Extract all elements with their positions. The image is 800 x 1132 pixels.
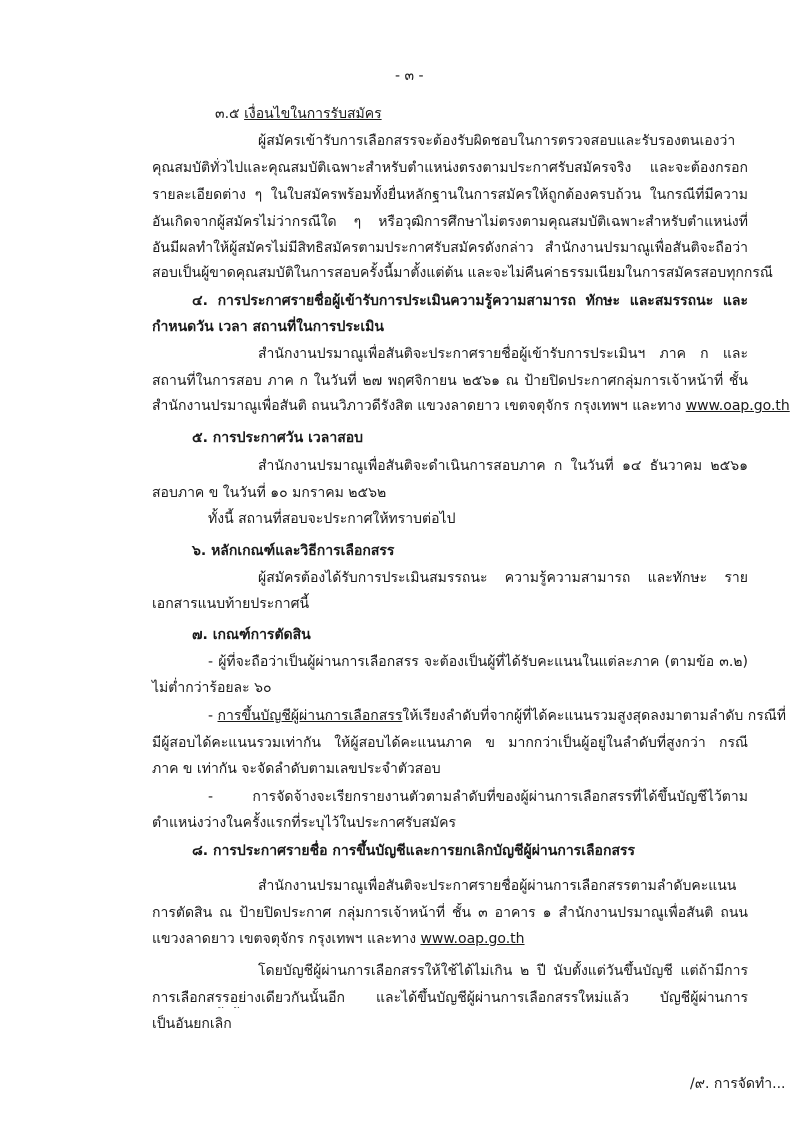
paragraph-line: เอกสารแนบท้ายประกาศนี้	[152, 596, 310, 612]
section-3-5-heading	[215, 104, 382, 124]
paragraph-line: - การจัดจ้างจะเรียกรายงานตัวตามลำดับที่ของผู้ผ่านการเลือกสรรที่ได้ขึ้นบัญชีไว้ตาม	[208, 789, 748, 805]
section-4-heading-cont: กำหนดวัน เวลา สถานที่ในการประเมิน	[152, 319, 384, 335]
paragraph-line: เป็นอันยกเลิก	[152, 1016, 232, 1032]
paragraph-line: ทั้งนี้ สถานที่สอบจะประกาศให้ทราบต่อไป	[208, 511, 456, 527]
paragraph-line: - ผู้ที่จะถือว่าเป็นผู้ผ่านการเลือกสรร จะต้องเป็นผู้ที่ได้รับคะแนนในแต่ละภาค (ตามข้อ ๓.๒)	[208, 654, 748, 670]
heading-number: ๓.๕	[215, 106, 245, 122]
paragraph-line: โดยบัญชีผู้ผ่านการเลือกสรรให้ใช้ได้ไม่เกิน ๒ ปี นับตั้งแต่วันขึ้นบัญชี แต่ถ้ามีการ	[258, 963, 748, 979]
paragraph-line: สอบภาค ข ในวันที่ ๑๐ มกราคม ๒๕๖๒	[152, 485, 387, 501]
oap-link[interactable]: www.oap.go.th	[420, 931, 525, 947]
heading-title: เงื่อนไขในการรับสมัคร	[244, 106, 382, 122]
section-5-heading: ๕. การประกาศวัน เวลาสอบ	[192, 430, 364, 446]
paragraph-line: การเลือกสรรอย่างเดียวกันนั้นอีก และได้ขึ้นบัญชีผู้ผ่านการเลือกสรรใหม่แล้ว บัญชีผู้ผ่านการ	[152, 990, 748, 1006]
paragraph-line: ผู้สมัครเข้ารับการเลือกสรรจะต้องรับผิดชอบในการตรวจสอบและรับรองตนเองว่า	[258, 133, 736, 149]
paragraph-line: รายละเอียดต่าง ๆ ในใบสมัครพร้อมทั้งยื่นหลักฐานในการสมัครให้ถูกต้องครบถ้วน ในกรณีที่มีความ	[152, 187, 748, 203]
paragraph-line: ผู้สมัครต้องได้รับการประเมินสมรรถนะ ความรู้ความสามารถ และทักษะ ราย	[258, 570, 748, 586]
paragraph-line: ไม่ต่ำกว่าร้อยละ ๖๐	[152, 680, 272, 696]
paragraph-line: ตำแหน่งว่างในครั้งแรกที่ระบุไว้ในประกาศรับสมัคร	[152, 815, 456, 831]
oap-link[interactable]: www.oap.go.th	[685, 398, 790, 414]
paragraph-line: สำนักงานปรมาณูเพื่อสันติ ถนนวิภาวดีรังสิต แขวงลาดยาว เขตจตุจักร กรุงเทพฯ และทาง www.oap.go.th	[152, 398, 790, 414]
section-7-heading: ๗. เกณฑ์การตัดสิน	[192, 627, 311, 643]
paragraph-line: สถานที่ในการสอบ ภาค ก ในวันที่ ๒๗ พฤศจิกายน ๒๕๖๑ ณ ป้ายปิดประกาศกลุ่มการเจ้าหน้าที่ ชั้น	[152, 373, 748, 389]
section-4-heading: ๔. การประกาศรายชื่อผู้เข้ารับการประเมินความรู้ความสามารถ ทักษะ และสมรรถนะ และ	[192, 293, 748, 309]
paragraph-line: คุณสมบัติทั่วไปและคุณสมบัติเฉพาะสำหรับตำแหน่งตรงตามประกาศรับสมัครจริง และจะต้องกรอก	[152, 160, 748, 176]
paragraph-line: มีผู้สอบได้คะแนนรวมเท่ากัน ให้ผู้สอบได้คะแนนภาค ข มากกว่าเป็นผู้อยู่ในลำดับที่สูงกว่า กรณี	[152, 735, 748, 751]
paragraph-line: สำนักงานปรมาณูเพื่อสันติจะดำเนินการสอบภาค ก ในวันที่ ๑๔ ธันวาคม ๒๕๖๑	[258, 458, 748, 474]
paragraph-line: - การขึ้นบัญชีผู้ผ่านการเลือกสรร ให้เรียงลำดับที่จากผู้ที่ได้คะแนนรวมสูงสุดลงมาตามลำดับ กรณีที่	[208, 708, 786, 724]
section-6-heading: ๖. หลักเกณฑ์และวิธีการเลือกสรร	[192, 543, 395, 559]
section-8-heading: ๘. การประกาศรายชื่อ การขึ้นบัญชีและการยกเลิกบัญชีผู้ผ่านการเลือกสรร	[192, 843, 636, 859]
page-number: - ๓ -	[395, 68, 424, 84]
paragraph-line: สำนักงานปรมาณูเพื่อสันติจะประกาศรายชื่อผู้ผ่านการเลือกสรรตามลำดับคะแนน	[258, 878, 737, 894]
paragraph-line: แขวงลาดยาว เขตจตุจักร กรุงเทพฯ และทาง www.oap.go.th	[152, 931, 525, 947]
paragraph-line: ภาค ข เท่ากัน จะจัดลำดับตามเลขประจำตัวสอบ	[152, 761, 441, 777]
paragraph-line: อันเกิดจากผู้สมัครไม่ว่ากรณีใด ๆ หรือวุฒิการศึกษาไม่ตรงตามคุณสมบัติเฉพาะสำหรับตำแหน่งที่	[152, 214, 748, 230]
paragraph-line: อันมีผลทำให้ผู้สมัครไม่มีสิทธิสมัครตามประกาศรับสมัครดังกล่าว สำนักงานปรมาณูเพื่อสันติจะถือว่า	[152, 240, 748, 256]
paragraph-line: สอบเป็นผู้ขาดคุณสมบัติในการสอบครั้งนี้มาตั้งแต่ต้น และจะไม่คืนค่าธรรมเนียมในการสมัครสอบทุกกรณี	[152, 265, 773, 281]
underlined-term: การขึ้นบัญชีผู้ผ่านการเลือกสรร	[217, 708, 403, 724]
continuation-note: /๙. การจัดทำ...	[690, 1076, 786, 1092]
paragraph-line: สำนักงานปรมาณูเพื่อสันติจะประกาศรายชื่อผู้เข้ารับการประเมินฯ ภาค ก และ	[258, 346, 748, 362]
paragraph-line: การตัดสิน ณ ป้ายปิดประกาศ กลุ่มการเจ้าหน้าที่ ชั้น ๓ อาคาร ๑ สำนักงานปรมาณูเพื่อสันติ ถนน	[152, 905, 748, 921]
